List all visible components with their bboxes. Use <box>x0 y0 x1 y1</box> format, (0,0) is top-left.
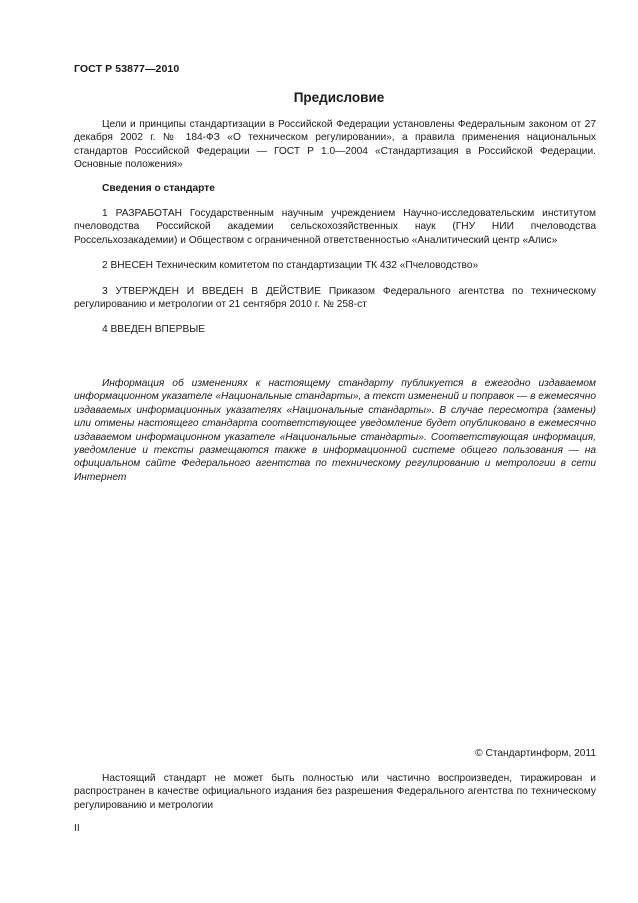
item-first-introduced: 4 ВВЕДЕН ВПЕРВЫЕ <box>102 324 206 336</box>
item-approved: 3 УТВЕРЖДЕН И ВВЕДЕН В ДЕЙСТВИЕ Приказом Федерального агентства по техническому регулированию и метрологии от 21 сентября 2010 г. № 258-ст <box>74 285 596 311</box>
copyright: © Стандартинформ, 2011 <box>475 748 596 759</box>
page-number: II <box>74 823 80 834</box>
preface-content <box>74 118 596 484</box>
standard-code: ГОСТ Р 53877—2010 <box>74 63 180 75</box>
item-submitted: 2 ВНЕСЕН Техническим комитетом по стандартизации ТК 432 «Пчеловодство» <box>102 260 479 272</box>
reproduction-notice: Настоящий стандарт не может быть полностью или частично воспроизведен, тиражирован и распространен в качестве официального издания без разрешения Федерального агентства по техническому регулированию и метрологии <box>74 773 596 811</box>
info-heading: Сведения о стандарте <box>102 182 215 194</box>
intro-paragraph: Цели и принципы стандартизации в Российской Федерации установлены Федеральным законом от 27 декабря 2002 г. № 184-ФЗ «О техническом регулировании», а правила применения национальных стандартов Российской Федерации — ГОСТ Р 1.0—2004 «Стандартизация в Российской Федерации. Основные положения» <box>74 119 596 171</box>
item-developed: 1 РАЗРАБОТАН Государственным научным учреждением Научно-исследовательским институтом пчеловодства Российской академии сельскохозяйственных наук (ГНУ НИИ пчеловодства Россельхозакадемии) и Обществом с ограниченной ответственностью «Аналитический центр «Алис» <box>74 208 596 246</box>
info-notice: Информация об изменениях к настоящему стандарту публикуется в ежегодно издаваемом информационном указателе «Национальные стандарты», а текст изменений и поправок — в ежемесячно издаваемых информационных указателях «Национальные стандарты». В случае пересмотра (замены) или отмены настоящего стандарта соответствующее уведомление будет опубликовано в ежемесячно издаваемом информационном указателе «Национальные стандарты». Соответствующая информация, уведомление и тексты размещаются также в информационной системе общего пользования — на официальном сайте Федерального агентства по техническому регулированию и метрологии в сети Интернет <box>74 377 596 483</box>
page-title: Предисловие <box>293 90 385 105</box>
